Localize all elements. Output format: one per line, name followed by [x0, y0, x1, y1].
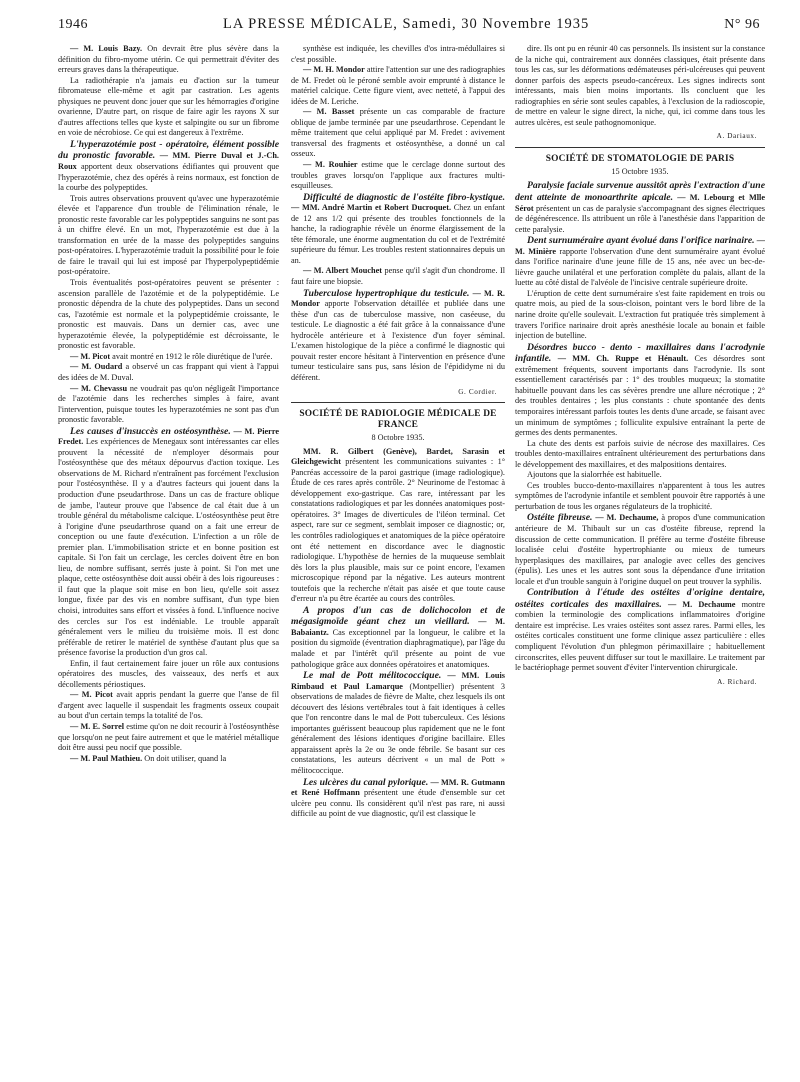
paragraph-text: estime qu'on ne doit recourir à l'ostéosynthèse que lorsqu'on ne peut faire autrement et que le matériel métallique doit être aussi peu nocif que possible.: [58, 722, 279, 753]
paragraph-text: Ces désordres sont extrêmement fréquents, souvent importants dans l'acrodynie. Ils sont essentiellement caractérisés par : 1° des troubles muqueux; la stomatite habituelle pouvant dans les cas sévères prendre une allure nécrotique ; 2° des troubles dentaires ; les plus constants : chute spontanée des dents temporaires intéressant parfois toutes les dents d'une arcade, se faisant avec un minimum de symptômes ; folliculite expulsive entraînant la perte de germes des dents permanentes.: [515, 354, 765, 438]
section-divider: [291, 402, 505, 403]
communication: [515, 342, 765, 439]
section-divider: [515, 147, 765, 148]
paragraph: [291, 65, 505, 107]
author-names: — M. Minière: [515, 236, 765, 256]
author-names: — M. Dechaume,: [592, 513, 659, 523]
author-names: — M. Pierre Fredet.: [58, 426, 279, 447]
signature: G. Cordier.: [458, 387, 497, 396]
speaker-name: — M. Albert Mouchet: [303, 266, 383, 276]
author-names: — MM. R. Gutmann et René Hoffmann: [291, 777, 505, 798]
paragraph-text: pense qu'il s'agit d'un chondrome. Il faut faire une biopsie.: [291, 266, 505, 287]
author-names: — MM. Pierre Duval et J.-Ch. Roux: [58, 151, 279, 172]
communication: [291, 670, 505, 776]
session-date: 15 Octobre 1935.: [611, 166, 669, 176]
signature: A. Dariaux.: [716, 132, 757, 141]
paragraph-text: présente un cas comparable de fracture oblique de jambe terminée par une pseudarthrose. Cependant le même traitement que celui appliqué par M. Fredet : avivement transversal des fragments et ostéosynthèse, a donné un cal osseux.: [291, 107, 505, 159]
author-names: — M. Babaiantz.: [291, 617, 505, 637]
paragraph-text: On doit utiliser, quand la: [142, 753, 227, 763]
paragraph: Trois autres observations prouvent qu'avec une hyperazotémie élevée et l'apparence d'un trouble de l'élimination rénale, le pronostic reste favorable car les polypeptides sanguins ne sont pas à un chiffre élevé. En un mot, l'hyperazotémie est due à la transformation en urée de la masse des polypeptides sanguins post-opératoires. L'hyperazotémie traduit la possibilité pour le foie de faire le travail qui lui est imposé par l'hyperpolypeptidémie post-opératoire.: [58, 193, 279, 277]
speaker-name: — M. E. Sorrel: [70, 722, 125, 731]
paragraph-text: estime que le cerclage donne surtout des troubles graves lorsqu'on l'applique aux fractures multi-esquilleuses.: [291, 160, 505, 191]
communication-title: Paralysie faciale survenue aussitôt après l'extraction d'une dent atteinte de monoarthrite apicale.: [515, 180, 765, 204]
communication-title: A propos d'un cas de dolichocolon et de mégasigmoïde géant chez un vieillard.: [291, 604, 505, 628]
paragraph-text: à propos d'une communication antérieure de M. Thibault sur un cas d'ostéite fibreuse, reprend la discussion de cette communication. Il préfère au terme d'ostéite fibreuse localisée celui d'ostéite hypertrophiante ou mieux de tumeurs hyperplasiques des maxillaires, par analogie avec celles des gencives (épulis). Les unes et les autres sont sous la dépendance d'une irritation locale et d'un trouble sanguin à l'origine duquel on peut trouver la syphilis.: [515, 513, 765, 586]
paragraph-text: Cas exceptionnel par la longueur, le calibre et la position du sigmoïde (éventration diaphragmatique), par l'âge du malade et par l'intérêt qu'il présente au point de vue pathologique grâce aux données opératoires et anatomiques.: [291, 627, 505, 669]
paragraph-text: avait appris pendant la guerre que l'anse de fil d'argent avec laquelle il suspendait les fragments osseux coupait au bout d'un certain temps la totalité de l'os.: [58, 690, 279, 721]
paragraph: [58, 690, 279, 722]
paragraph-text: Les expériences de Menegaux sont intéressantes car elles prouvent la nécessité de n'employer désormais pour l'ostéosynthèse que des métaux dépourvus d'action toxique. Les observations de M. Richard n'entraînent pas forcément l'exclusion pour l'ostéosynthèse. Il y a d'autres facteurs qui jouent dans la production d'une pseudarthrose. Dans un cas de fracture oblique de jambe, l'auteur prouve que l'absence de cal était due à un trouble général du métabolisme calcique. L'ostéosynthèse peut être à l'origine d'une pseudarthrose quand on a fait une erreur de conception ou une faute d'exécution. L'infection a un rôle de premier plan. L'immobilisation stricte et en bonne position est capitale. Si l'on fait un cerclage, les cercles doivent être en bon lieu, de nombre suffisant, serrés juste à point. Si l'on met une plaque, cette ostéosynthèse doit aussi obéir à des lois rigoureuses : il faut que la plaque soit mise en bon lieu, qu'elle soit assez longue, fixée par des vis en nombre suffisant, d'un type bien choisi, introduites sans effort et vissées à fond. L'influence nocive des cercles sur l'os est indéniable. Le trouble apparaît généralement vers le milieu du troisième mois. Il est donc préférable de retirer le matériel de synthèse d'autant plus que sa présence favorise la production d'un gros cal.: [58, 437, 279, 658]
section-heading: SOCIÉTÉ DE STOMATOLOGIE DE PARIS: [545, 153, 735, 164]
author-names: — MM. Louis Rimbaud et Paul Lamarque: [291, 671, 505, 691]
communication: [291, 288, 505, 384]
column-1: [58, 44, 279, 1076]
communication-title: Le mal de Pott mélitococcique.: [303, 670, 442, 682]
column-2: [291, 44, 505, 1076]
author-names: — MM. Ch. Ruppe et Hénault.: [551, 354, 689, 364]
communication-title: L'hyperazotémie post - opératoire, élément possible du pronostic favorable.: [58, 138, 279, 162]
speaker-name: — M. Picot: [70, 351, 111, 361]
column-3: [515, 44, 765, 1076]
communication-title: Contribution à l'étude des ostéites d'origine dentaire, ostéites corticales des maxillaires.: [515, 587, 765, 610]
paragraph: dire. Ils ont pu en réunir 40 cas personnels. Ils insistent sur la constance de la niche qui, contrairement aux données classiques, était présente dans tous les cas, sur les déformations œdémateuses péri-ulcéreuses qui peuvent donner parfois des aspects pseudo-cancéreux. Les signes indirects sont intéressants, mais bien moins importants. Ils concluent que les radiographies en série sont seules capables, à l'exclusion de la radioscopie, de mettre en valeur le signe direct, la niche, qui, ici comme dans tous les autres ulcères, est seule pathognomonique.: [515, 44, 765, 127]
paragraph: [291, 107, 505, 160]
communication: [58, 426, 279, 659]
paragraph-text: avait montré en 1912 le rôle diurétique de l'urée.: [110, 351, 273, 361]
communication: [515, 512, 765, 587]
paragraph: Ces troubles bucco-dento-maxillaires n'apparentent à tous les autres symptômes de l'acrodynie infantile et semblent pouvoir être rapportés à une perturbation de tous les organes régulateurs de la trophicité.: [515, 480, 765, 511]
paragraph: [291, 266, 505, 287]
communication: [291, 777, 505, 820]
paragraph-text: présentent une étude d'ensemble sur cet ulcère peu connu. Ils considèrent qu'il n'est pas rare, ni aussi difficile au point de vue diagnostic, qu'il est classique le: [291, 788, 505, 819]
communication-title: Les ulcères du canal pylorique.: [303, 776, 429, 788]
speaker-name: — M. Picot: [70, 690, 113, 700]
paragraph: [58, 754, 279, 765]
paragraph-text: (Montpellier) présentent 3 observations de malades de fièvre de Malte, chez lesquels ils ont découvert des lésions vertébrales tout à fait identiques à celles que l'on rencontre dans le mal de Pott tuberculeux. Ces lésions importantes guérissent beaucoup plus rapidement que ne le font généralement des lésions identiques d'origine bacillaire. Elles apparaissent après la 2e ou 3e onde fébrile. Se basant sur ces constatations, les auteurs décrivent « un mal de Pott » mélitococcique.: [291, 681, 505, 775]
communication: [515, 235, 765, 289]
paragraph: [58, 722, 279, 754]
running-title: LA PRESSE MÉDICALE, Samedi, 30 Novembre 1935: [223, 16, 590, 32]
author-names: — M. Dechaume: [661, 599, 736, 609]
speaker-name: — M. H. Mondor: [303, 65, 365, 75]
communication: [291, 192, 505, 267]
communication-title: Désordres bucco - dento - maxillaires dans l'acrodynie infantile.: [515, 341, 765, 365]
section-heading: SOCIÉTÉ DE RADIOLOGIE MÉDICALE DE FRANCE: [299, 409, 497, 431]
paragraph-text: montre combien la terminologie des complications inflammatoires d'origine dentaire est imprécise. Les vraies ostéites sont assez rares. Parmi elles, les ostéites corticales constituent une forme clinique assez particulière : elles compliquent l'évolution d'un phlegmon périmaxillaire ; habituellement circonscrites, elles peuvent diffuser sur tout le maxillaire. Le traitement par le bactériophage permet souvent d'éviter l'intervention chirurgicale.: [515, 599, 765, 673]
author-names: MM. R. Gilbert (Genève), Bardet, Sarasin et Gleichgewicht: [291, 446, 505, 467]
paragraph: [58, 384, 279, 426]
communication-title: Les causes d'insuccès en ostéosynthèse.: [70, 425, 231, 437]
paragraph-text: apportent deux observations édifiantes qui prouvent que l'hyperazotémie, chez des opérés à reins normaux, est fonction de la courbe des polypeptides.: [58, 162, 279, 193]
paragraph: synthèse est indiquée, les chevilles d'os intra-médullaires si c'est possible.: [291, 44, 505, 64]
author-names: — M. R. Mondor: [291, 288, 505, 309]
speaker-name: — M. Rouhier: [303, 160, 358, 170]
paragraph-text: présentent les communications suivantes : 1° Pancréas accessoire de la paroi gastrique (image radiologique). Étude de ces rares après contrôle. 2° Neurinome de l'estomac à développement exo-gastrique. Cas rare, intéressant par les constatations radiologiques et par les données anatomiques post-opératoires. 3° Images de diverticules de l'iléon terminal. Cet aspect, rare sur ce segment, semblait imposer ce diagnostic; or, les contrôles radiologiques et anatomiques de la pièce opératoire ont été nettement en discordance avec le diagnostic radiologique. L'hypothèse de hernies de la muqueuse semblait dès lors la plus plausible, mais sur ce point encore, l'examen microscopique répond par la négative. Les auteurs montrent toutefois que la recherche n'était pas aisée et que toute cause d'erreur n'a pu être écartée au cours des contrôles.: [291, 457, 505, 604]
paragraph-text: attire l'attention sur une des radiographies de M. Fredet où le péroné semble avoir emprunté à distance le matériel calcique. Cette figure vient, avec netteté, à l'appui des idées de M. Leriche.: [291, 65, 505, 106]
speaker-name: — M. Chevassu: [70, 383, 128, 393]
paragraph-text: apporte l'observation détaillée et publiée dans une thèse d'un cas de tuberculose massive, non caséeuse, du testicule. Le diagnostic a été fait grâce à la connaissance d'une hydrocèle antérieure et à l'existence d'un foyer séminal. L'examen histologique de la pièce a confirmé le diagnostic qui pouvait rester encore hésitant à l'intervention en présence d'une tumeur testiculaire sans pus, sans lésion de l'épididyme ni du déférent.: [291, 299, 505, 382]
signature: A. Richard.: [717, 677, 757, 686]
paragraph-text: a observé un cas frappant qui vient à l'appui des idées de M. Duval.: [58, 362, 279, 382]
paragraph: Trois éventualités post-opératoires peuvent se présenter : ascension parallèle de l'azotémie et de la polypeptidémie. Le pronostic dépendra de la chute des polypeptides. Dans un second cas, l'azotémie est normale et la polypeptidémie croissante, le pronostic est mauvais. Dans un dernier cas, avec une hyperazotémie élevée, la polypeptidémie est décroissante, le pronostic est favorable.: [58, 278, 279, 351]
paragraph-text: On devrait être plus sévère dans la définition du fibro-myome utérin. Ce qui permettrait d'éviter des erreurs graves dans la thérapeutique.: [58, 44, 279, 75]
communication: [515, 587, 765, 673]
speaker-name: — M. Paul Mathieu.: [70, 753, 143, 763]
paragraph: [58, 44, 279, 76]
speaker-name: — M. Basset: [303, 107, 355, 117]
communication: [291, 605, 505, 670]
paragraph: [291, 160, 505, 192]
paragraph: La radiothérapie n'a jamais eu d'action sur la tumeur fibromateuse elle-même et agit par castration. Les agents physiques ne peuvent donc jouer que sur les hémorragies d'origine ovarienne, D'autre part, on risque de faire agir les rayons X sur d'autres affections telles que kyste et salpingite ou sur un fibrome en voie de nécrobiose. Ce qui est dangereux à l'extrême.: [58, 75, 279, 138]
paragraph: [58, 362, 279, 383]
communication-title: Ostéite fibreuse.: [527, 512, 593, 524]
paragraph: Enfin, il faut certainement faire jouer un rôle aux contusions opératoires des muscles, des vaisseaux, des nerfs et aux décollements périostiques.: [58, 658, 279, 689]
communication: [291, 447, 505, 605]
issue-number: N° 96: [724, 17, 760, 32]
paragraph-text: présentent un cas de paralysie s'accompagnant des signes électriques de dégénérescence. Ils attribuent un rôle à l'anesthésie dans l'apparition de cette paralysie.: [515, 203, 765, 234]
paragraph: [58, 352, 279, 363]
paragraph: La chute des dents est parfois suivie de nécrose des maxillaires. Ces troubles dento-maxillaires entraînent ultérieurement des perturbations dans le développement des maxillaires, et des malpositions dentaires.: [515, 438, 765, 469]
communication: [58, 139, 279, 194]
paragraph: L'éruption de cette dent surnuméraire s'est faite rapidement en trois ou quatre mois, au pied de la sous-cloison, pointant vers le bord libre de la narine droite qu'elle soulevait. L'extraction fut pratiquée très simplement à travers l'orifice narinaire droit après anesthésie locale au bonain et faible injection de butelline.: [515, 288, 765, 341]
author-names: — M. Lebourg et Mlle Sérot: [515, 193, 765, 213]
communication: [515, 180, 765, 235]
communication-title: Difficulté de diagnostic de l'ostéite fibro-kystique.: [303, 191, 505, 203]
communication-title: Dent surnuméraire ayant évolué dans l'orifice narinaire.: [527, 235, 755, 247]
paragraph: Ajoutons que la sialorrhée est habituelle.: [527, 470, 662, 480]
paragraph-text: ne voudrait pas qu'on négligeât l'importance de l'azotémie dans les recherches simples à faire, avant l'intervention, puisque toutes les hyperazotémies ne sont pas d'un pronostic favorable.: [58, 383, 279, 425]
communication-title: Tuberculose hypertrophique du testicule.: [303, 287, 470, 299]
paragraph-text: Chez un enfant de 12 ans 1/2 qui présente des troubles fonctionnels de la hanche, la radiographie révèle un énorme élargissement de la tête fémorale, une énorme augmentation du col et de l'extrémité supérieure du fémur. Les troubles restent stationnaires depuis un an.: [291, 203, 505, 265]
page-number: 1946: [58, 17, 88, 32]
paragraph-text: rapporte l'observation d'une dent surnuméraire ayant évolué dans l'orifice narinaire d'une jeune fille de 15 ans, née avec un bec-de-lièvre gauche unilatéral et une perforation complète du palais, allant de la luette au côté distal de l'alvéole de l'incisive centrale supérieure droite.: [515, 246, 765, 288]
session-date: 8 Octobre 1935.: [371, 433, 425, 443]
page-header: [58, 16, 760, 38]
author-names: — MM. André Martin et Robert Ducroquet.: [291, 203, 452, 213]
speaker-name: — M. Louis Bazy.: [70, 44, 143, 53]
speaker-name: — M. Oudard: [70, 362, 123, 372]
